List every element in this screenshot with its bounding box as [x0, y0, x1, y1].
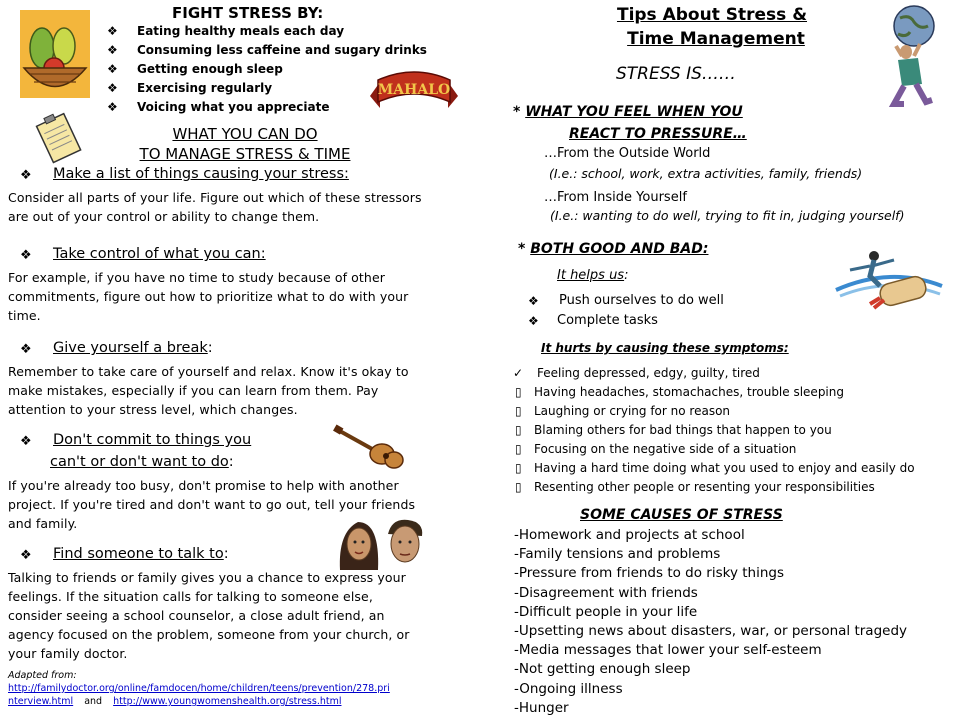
list-item: ✓ Feeling depressed, edgy, guilty, tired [513, 364, 953, 383]
list-item: -Homework and projects at school [514, 527, 745, 543]
tip-find-someone: ❖ Find someone to talk to: Talking to friends or family gives you a chance to express your feelings. If the situation calls for talking to someone else, consider seeing a school counselor, a close adult friend, an agency focused on the problem, someone from your church, or your family doctor. [8, 546, 428, 663]
diamond-bullet-icon: ❖ [20, 342, 32, 357]
list-item: -Ongoing illness [514, 680, 623, 697]
list-item: ❖ Complete tasks [528, 313, 658, 328]
symptoms-list [513, 364, 953, 497]
manage-title: WHAT YOU CAN DO TO MANAGE STRESS & TIME [139, 125, 351, 163]
feel-heading: * WHAT YOU FEEL WHEN YOU REACT TO PRESSURE… [513, 104, 747, 142]
guitar-image [334, 424, 404, 470]
list-item: ❖ Consuming less caffeine and sugary drinks [107, 43, 427, 57]
source-link-familydoctor-cont[interactable]: nterview.html [8, 696, 74, 707]
list-item: -Upsetting news about disasters, war, or personal tragedy [514, 623, 907, 640]
outside-world-examples: (I.e.: school, work, extra activities, family, friends) [549, 166, 863, 181]
list-item: ▯ Laughing or crying for no reason [513, 402, 953, 421]
missing-glyph-icon: ▯ [515, 480, 522, 494]
list-item: ▯ Having headaches, stomachaches, trouble sleeping [513, 383, 953, 402]
fight-stress-title: FIGHT STRESS BY: [172, 4, 324, 22]
list-item: ❖ Exercising regularly [107, 81, 273, 95]
list-item: ❖ Eating healthy meals each day [107, 24, 345, 38]
tip-heading: Make a list of things causing your stress: [53, 166, 349, 182]
helps-list [528, 293, 788, 333]
tip-list-stress [8, 166, 436, 226]
svg-text:MAHALO: MAHALO [377, 82, 451, 98]
list-item: ▯ Resenting other people or resenting your responsibilities [513, 478, 953, 497]
tip-take-control [8, 246, 436, 325]
list-item: -Pressure from friends to do risky things [514, 565, 784, 582]
good-bad-heading: * BOTH GOOD AND BAD: [518, 241, 709, 257]
page-title: Tips About Stress & Time Management [616, 5, 808, 49]
diamond-bullet-icon: ❖ [107, 100, 118, 114]
diamond-bullet-icon: ❖ [107, 43, 118, 57]
diamond-bullet-icon: ❖ [20, 248, 32, 263]
diamond-bullet-icon: ❖ [528, 294, 539, 308]
diamond-bullet-icon: ❖ [107, 62, 118, 76]
diamond-bullet-icon: ❖ [20, 434, 32, 449]
list-item: ▯ Blaming others for bad things that happen to you [513, 421, 953, 440]
tip-body: For example, if you have no time to study because of other commitments, figure out how to prioritize what to do with your time. [8, 270, 409, 323]
tip-heading: Find someone to talk to [53, 546, 224, 562]
source-link-familydoctor[interactable]: http://familydoctor.org/online/famdocen/home/children/teens/prevention/278.pri [8, 683, 390, 694]
and-text: and [84, 696, 103, 707]
list-item: -Hunger [514, 699, 569, 716]
fruit-bowl-image [20, 10, 90, 98]
causes-heading: SOME CAUSES OF STRESS [580, 507, 783, 523]
tip-heading: Take control of what you can: [53, 246, 266, 262]
outside-world: …From the Outside World [544, 146, 711, 161]
list-item: -Family tensions and problems [514, 546, 721, 563]
tip-dont-commit: ❖ Don't commit to things you can't or don't want to do: If you're already too busy, don't promise to help with another project. If you're tired and don't want to go out, tell your friends and family. [8, 432, 436, 533]
list-item: -Media messages that lower your self-esteem [514, 642, 822, 659]
diamond-bullet-icon: ❖ [107, 81, 118, 95]
missing-glyph-icon: ▯ [515, 385, 522, 399]
list-item: -Disagreement with friends [514, 584, 698, 601]
missing-glyph-icon: ▯ [515, 404, 522, 418]
list-item: ❖ Push ourselves to do well [528, 293, 724, 308]
diamond-bullet-icon: ❖ [20, 168, 32, 183]
inside-yourself-examples: (I.e.: wanting to do well, trying to fit in, judging yourself) [550, 208, 905, 223]
tip-body: Consider all parts of your life. Figure out which of these stressors are out of your control or ability to change them. [8, 190, 422, 224]
tip-heading-line2: can't or don't want to do [50, 454, 229, 470]
checkmark-icon: ✓ [513, 366, 524, 380]
causes-list [514, 526, 954, 718]
hurts-heading: It hurts by causing these symptoms: [541, 341, 789, 355]
missing-glyph-icon: ▯ [515, 442, 522, 456]
surfer-image [830, 246, 950, 320]
list-item: ❖ Getting enough sleep [107, 62, 283, 76]
globe-carrier-image [880, 4, 948, 108]
stress-is-heading: STRESS IS…… [616, 64, 736, 84]
missing-glyph-icon: ▯ [515, 461, 522, 475]
list-item: ▯ Having a hard time doing what you used to enjoy and easily do [513, 459, 953, 478]
helps-label: It helps us: [557, 268, 629, 283]
tip-body: If you're already too busy, don't promise to help with another project. If you're tired and don't want to go out, tell your friends and family. [8, 478, 416, 531]
tip-heading: Give yourself a break [53, 340, 208, 356]
tip-give-break: ❖ Give yourself a break: Remember to take care of yourself and relax. Know it's okay to make mistakes, especially if you can learn from them. Pay attention to your stress level, which changes. [8, 340, 436, 419]
mahalo-banner-image [366, 62, 462, 116]
list-item: ▯ Focusing on the negative side of a situation [513, 440, 953, 459]
missing-glyph-icon: ▯ [515, 423, 522, 437]
diamond-bullet-icon: ❖ [528, 314, 539, 328]
diamond-bullet-icon: ❖ [107, 24, 118, 38]
tip-heading: Don't commit to things you [53, 432, 252, 448]
tip-body: Remember to take care of yourself and relax. Know it's okay to make mistakes, especially if you can learn from them. Pay attention to your stress level, which changes. [8, 364, 409, 417]
list-item: -Not getting enough sleep [514, 661, 691, 678]
adapted-from-label: Adapted from: [8, 670, 77, 681]
list-item: ❖ Voicing what you appreciate [107, 100, 330, 114]
tip-body: Talking to friends or family gives you a chance to express your feelings. If the situation calls for talking to someone else, consider seeing a school counselor, a close adult friend, an agency focused on the problem, someone from your church, or your family doctor. [8, 570, 410, 661]
source-link-youngwomenshealth[interactable]: http://www.youngwomenshealth.org/stress.html [113, 696, 342, 707]
list-item: -Difficult people in your life [514, 603, 698, 620]
sources [8, 669, 438, 708]
diamond-bullet-icon: ❖ [20, 548, 32, 563]
notepad-image [34, 112, 84, 166]
inside-yourself: …From Inside Yourself [544, 190, 687, 205]
